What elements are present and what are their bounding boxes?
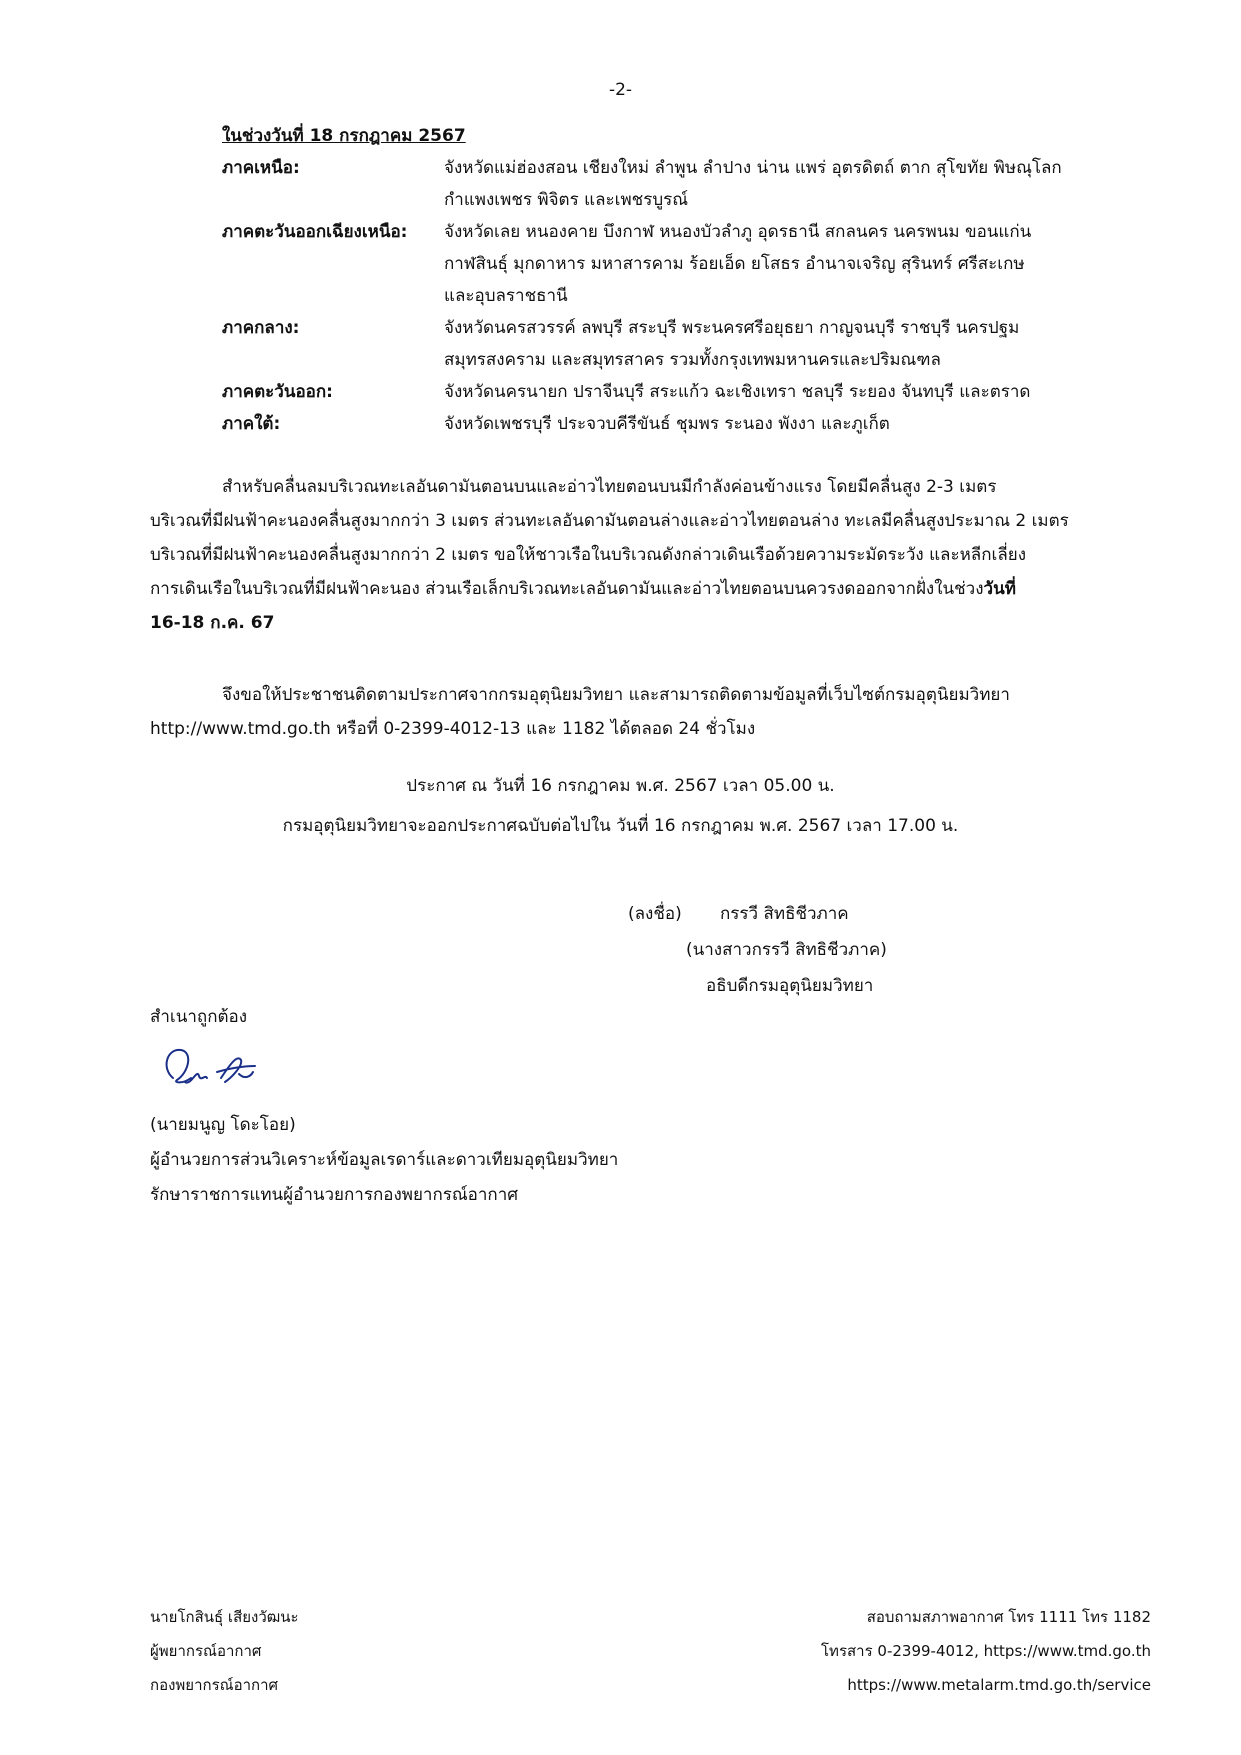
sign-label: (ลงชื่อ) — [628, 904, 682, 924]
region-line: กาฬสินธุ์ มุกดาหาร มหาสารคาม ร้อยเอ็ด ยโสธร อำนาจเจริญ สุรินทร์ ศรีสะเกษ — [444, 254, 1025, 274]
paragraph-line — [150, 572, 1110, 606]
region-line: จังหวัดแม่ฮ่องสอน เชียงใหม่ ลำพูน ลำปาง น่าน แพร่ อุตรดิตถ์ ตาก สุโขทัย พิษณุโลก — [444, 158, 1062, 178]
region-east — [222, 376, 1122, 408]
forecaster-division: กองพยากรณ์อากาศ — [150, 1676, 279, 1694]
footer-contact-right — [821, 1600, 1151, 1702]
region-line: และอุบลราชธานี — [444, 286, 568, 306]
fax-website: โทรสาร 0-2399-4012, https://www.tmd.go.th — [821, 1642, 1151, 1660]
metalarm-url: https://www.metalarm.tmd.go.th/service — [847, 1676, 1151, 1694]
paragraph-line: บริเวณที่มีฝนฟ้าคะนองคลื่นสูงมากกว่า 3 เมตร ส่วนทะเลอันดามันตอนล่างและอ่าวไทยตอนล่าง ทะเลมีคลื่นสูงประมาณ 2 เมตร — [150, 511, 1069, 531]
forecaster-name: นายโกสินธุ์ เสียงวัฒนะ — [150, 1608, 299, 1626]
follow-paragraph — [150, 678, 1110, 746]
sign-name: กรรวี สิทธิชีวภาค — [720, 904, 849, 924]
signer-position: อธิบดีกรมอุตุนิยมวิทยา — [706, 976, 874, 996]
region-name: ภาคตะวันออกเฉียงเหนือ: — [222, 222, 408, 242]
region-line: จังหวัดเพชรบุรี ประจวบคีรีขันธ์ ชุมพร ระนอง พังงา และภูเก็ต — [444, 414, 890, 434]
paragraph-line: จึงขอให้ประชาชนติดตามประกาศจากกรมอุตุนิยมวิทยา และสามารถติดตามข้อมูลที่เว็บไซต์กรมอุตุนิยมวิทยา — [222, 685, 1010, 705]
certifier-name: (นายมนูญ โดะโอย) — [150, 1115, 296, 1135]
signer-full-name: (นางสาวกรรวี สิทธิชีวภาค) — [686, 940, 887, 960]
certified-block — [150, 1108, 618, 1213]
certifier-acting-position: รักษาราชการแทนผู้อำนวยการกองพยากรณ์อากาศ — [150, 1185, 519, 1205]
announce-line: ประกาศ ณ วันที่ 16 กรกฎาคม พ.ศ. 2567 เวลา 05.00 น. — [406, 776, 835, 796]
region-line: จังหวัดเลย หนองคาย บึงกาฬ หนองบัวลำภู อุดรธานี สกลนคร นครพนม ขอนแก่น — [444, 222, 1032, 242]
region-name: ภาคตะวันออก: — [222, 382, 333, 402]
certified-label — [150, 1000, 247, 1035]
page-number: -2- — [608, 80, 633, 100]
region-list — [222, 152, 1122, 440]
handwritten-signature — [155, 1038, 265, 1098]
region-line: จังหวัดนครนายก ปราจีนบุรี สระแก้ว ฉะเชิงเทรา ชลบุรี ระยอง จันทบุรี และตราด — [444, 382, 1031, 402]
region-south — [222, 408, 1122, 440]
region-north — [222, 152, 1122, 216]
paragraph-line: สำหรับคลื่นลมบริเวณทะเลอันดามันตอนบนและอ่าวไทยตอนบนมีกำลังค่อนข้างแรง โดยมีคลื่นสูง 2-3 เมตร — [222, 477, 997, 497]
date-emphasis: วันที่ — [983, 579, 1016, 599]
paragraph-line: บริเวณที่มีฝนฟ้าคะนองคลื่นสูงมากกว่า 2 เมตร ขอให้ชาวเรือในบริเวณดังกล่าวเดินเรือด้วยความระมัดระวัง และหลีกเลี่ยง — [150, 545, 1026, 565]
region-name: ภาคกลาง: — [222, 318, 300, 338]
period-heading: ในช่วงวันที่ 18 กรกฎาคม 2567 — [222, 126, 466, 146]
paragraph-text: การเดินเรือในบริเวณที่มีฝนฟ้าคะนอง ส่วนเรือเล็กบริเวณทะเลอันดามันและอ่าวไทยตอนบนควรงดออกจากฝั่งในช่วง — [150, 579, 984, 599]
paragraph-line: http://www.tmd.go.th หรือที่ 0-2399-4012-13 และ 1182 ได้ตลอด 24 ชั่วโมง — [150, 719, 756, 739]
forecaster-title: ผู้พยากรณ์อากาศ — [150, 1642, 262, 1660]
date-range-emphasis: 16-18 ก.ค. 67 — [150, 613, 275, 633]
region-line: กำแพงเพชร พิจิตร และเพชรบูรณ์ — [444, 190, 689, 210]
region-northeast — [222, 216, 1122, 312]
certified-copy-text: สำเนาถูกต้อง — [150, 1007, 248, 1027]
region-name: ภาคเหนือ: — [222, 158, 300, 178]
next-issue-line: กรมอุตุนิยมวิทยาจะออกประกาศฉบับต่อไปใน วันที่ 16 กรกฎาคม พ.ศ. 2567 เวลา 17.00 น. — [282, 816, 959, 836]
wave-paragraph — [150, 470, 1110, 640]
region-line: จังหวัดนครสวรรค์ ลพบุรี สระบุรี พระนครศรีอยุธยา กาญจนบุรี ราชบุรี นครปฐม — [444, 318, 1020, 338]
region-central — [222, 312, 1122, 376]
weather-phone: สอบถามสภาพอากาศ โทร 1111 โทร 1182 — [866, 1608, 1151, 1626]
footer-contact-left — [150, 1600, 299, 1702]
region-name: ภาคใต้: — [222, 414, 281, 434]
certifier-position: ผู้อำนวยการส่วนวิเคราะห์ข้อมูลเรดาร์และดาวเทียมอุตุนิยมวิทยา — [150, 1150, 619, 1170]
region-line: สมุทรสงคราม และสมุทรสาคร รวมทั้งกรุงเทพมหานครและปริมณฑล — [444, 350, 941, 370]
